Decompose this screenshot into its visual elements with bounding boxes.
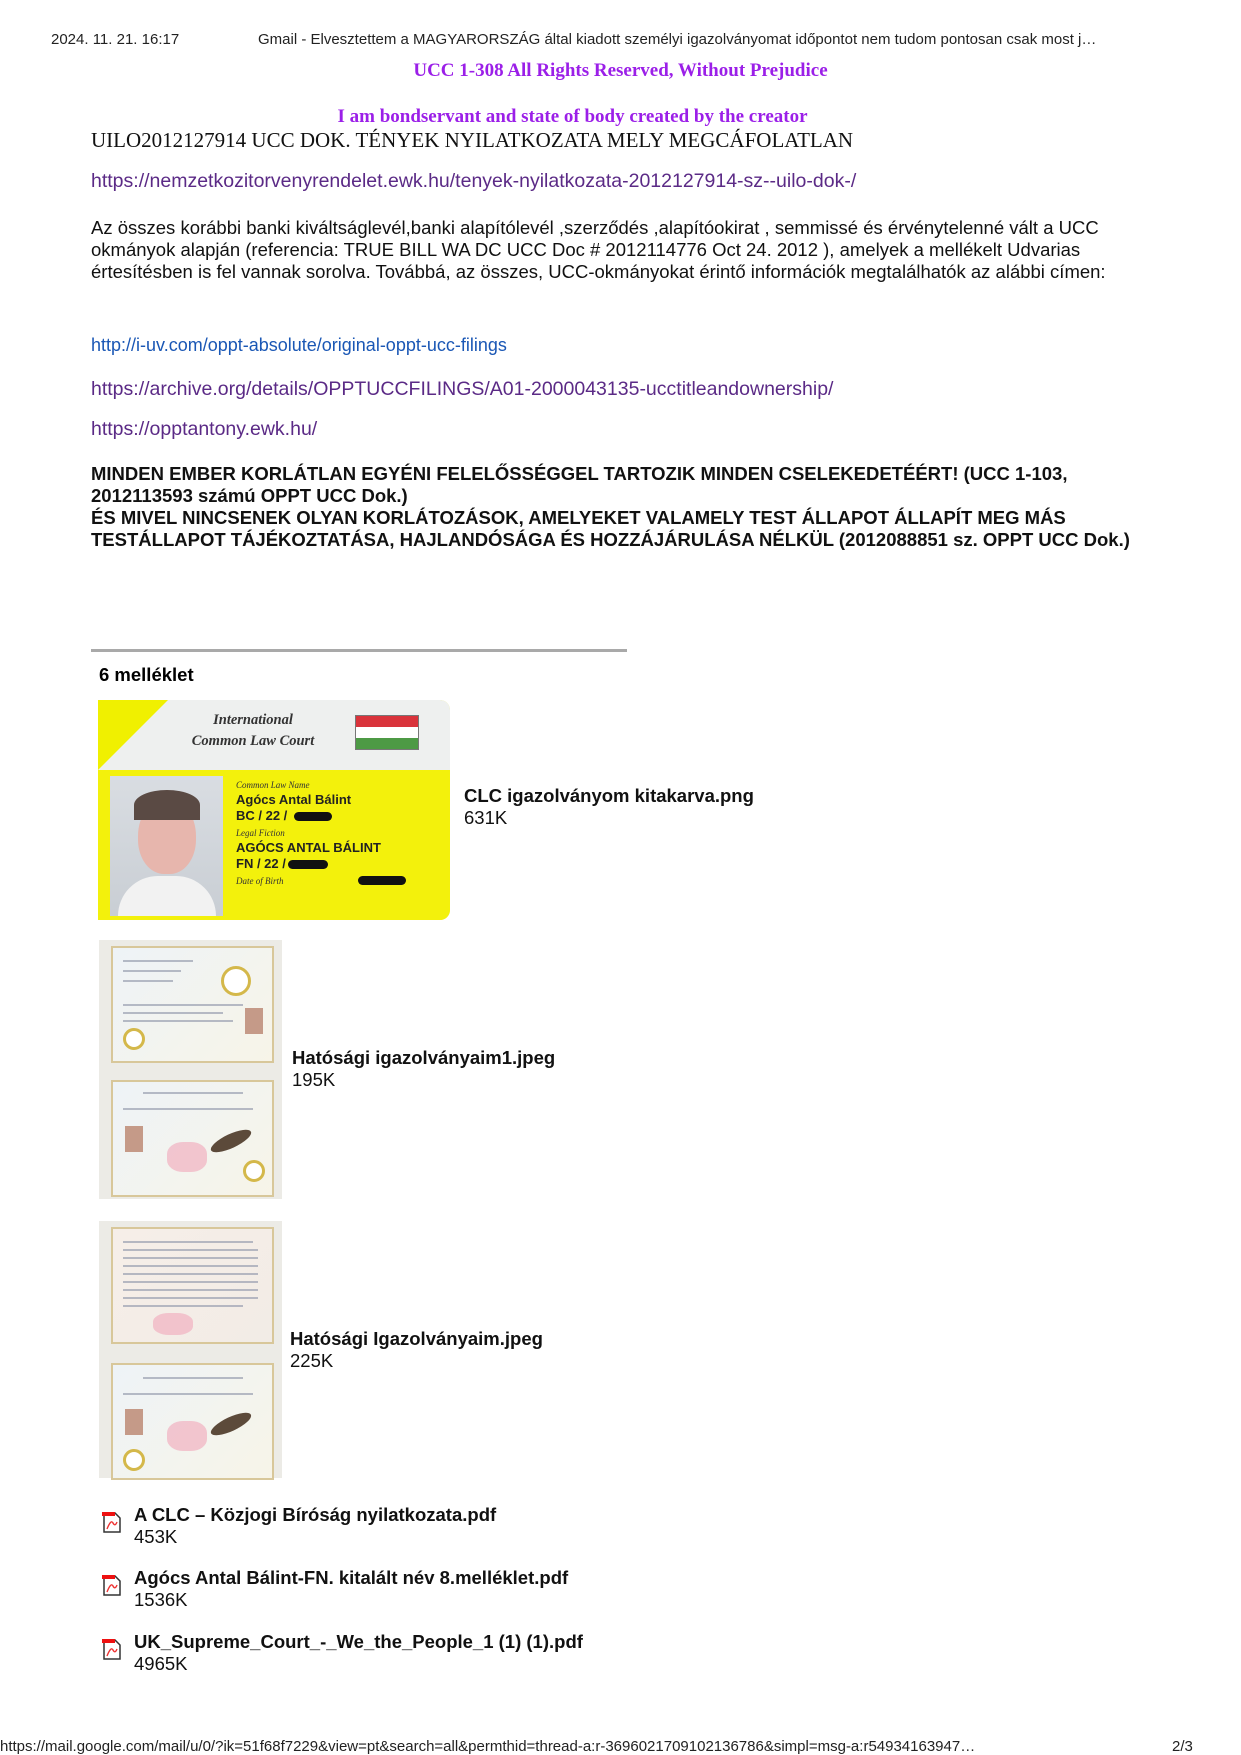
attachment-size: 631K	[464, 807, 508, 828]
attachments-count: 6 melléklet	[99, 664, 194, 685]
iuv-filings-link[interactable]: http://i-uv.com/oppt-absolute/original-oppt-ucc-filings	[91, 335, 507, 355]
redaction-mark	[294, 812, 332, 821]
bold-statement-2: ÉS MIVEL NINCSENEK OLYAN KORLÁTOZÁSOK, AMELYEKET VALAMELY TEST ÁLLAPOT ÁLLAPÍT MEG MÁS TESTÁLLAPOT TÁJÉKOZTATÁSA, HAJLANDÓSÁGA ÉS HOZZÁJÁRULÁSA NÉLKÜL (2012088851 sz. OPPT UCC Dok.)	[91, 507, 1130, 550]
card-legal-fiction-name: AGÓCS ANTAL BÁLINT	[236, 840, 381, 855]
attachment-thumbnail-clc-card[interactable]: International Common Law Court Common Law Name Agócs Antal Bálint BC / 22 / Legal Fiction AGÓCS ANTAL BÁLINT FN / 22 / Date of Birth	[98, 700, 450, 920]
hungarian-flag-icon	[355, 715, 419, 750]
attachment-name[interactable]: Hatósági igazolványaim1.jpeg	[292, 1047, 556, 1068]
print-page-number: 2/3	[1172, 1738, 1193, 1755]
pdf-file-icon	[102, 1573, 122, 1597]
reservation-heading: UCC 1-308 All Rights Reserved, Without Prejudice	[413, 60, 828, 81]
attachment-size: 225K	[290, 1350, 334, 1371]
redaction-mark	[288, 860, 328, 869]
attachment-name[interactable]: A CLC – Közjogi Bíróság nyilatkozata.pdf	[134, 1504, 497, 1525]
attachments-divider	[91, 649, 627, 652]
attachment-size: 453K	[134, 1526, 178, 1547]
document-title: UILO2012127914 UCC DOK. TÉNYEK NYILATKOZATA MELY MEGCÁFOLATLAN	[91, 128, 854, 152]
print-datetime: 2024. 11. 21. 16:17	[51, 31, 180, 48]
attachment-name[interactable]: Agócs Antal Bálint-FN. kitalált név 8.melléklet.pdf	[134, 1567, 569, 1588]
bold-statement	[91, 463, 1151, 551]
bondservant-heading: I am bondservant and state of body created by the creator	[337, 106, 808, 127]
attachment-size: 1536K	[134, 1589, 188, 1610]
attachment-name[interactable]: Hatósági Igazolványaim.jpeg	[290, 1328, 543, 1349]
redaction-mark	[358, 876, 406, 885]
body-paragraph: Az összes korábbi banki kiváltságlevél,banki alapítólevél ,szerződés ,alapítóokirat , semmissé és érvénytelenné vált a UCC okmányok alapján (referencia: TRUE BILL WA DC UCC Doc # 2012114776 Oct 24. 2012 ), amelyek a mellékelt Udvarias értesítésben is fel vannak sorolva. Továbbá, az összes, UCC-okmányokat érintő információk megtalálhatók az alábbi címen:	[91, 217, 1106, 282]
bold-statement-1: MINDEN EMBER KORLÁTLAN EGYÉNI FELELŐSSÉGGEL TARTOZIK MINDEN CSELEKEDETÉÉRT! (UCC 1-103, 2012113593 számú OPPT UCC Dok.)	[91, 463, 1068, 506]
archive-link[interactable]: https://archive.org/details/OPPTUCCFILINGS/A01-2000043135-ucctitleandownership/	[91, 378, 834, 400]
attachment-thumbnail-id-photo-2[interactable]	[99, 1221, 282, 1478]
card-portrait	[110, 776, 223, 916]
attachment-thumbnail-id-photo-1[interactable]	[99, 940, 282, 1199]
print-page-title: Gmail - Elvesztettem a MAGYARORSZÁG által kiadott személyi igazolványomat időpontot nem tudom pontosan csak most j…	[258, 31, 1097, 48]
attachment-size: 195K	[292, 1069, 336, 1090]
attachment-item[interactable]	[464, 785, 754, 829]
attachment-name[interactable]: UK_Supreme_Court_-_We_the_People_1 (1) (1).pdf	[134, 1631, 583, 1652]
attachment-name[interactable]: CLC igazolványom kitakarva.png	[464, 785, 754, 806]
pdf-file-icon	[102, 1510, 122, 1534]
card-common-law-name: Agócs Antal Bálint	[236, 792, 352, 807]
opptantony-link[interactable]: https://opptantony.ewk.hu/	[91, 418, 318, 440]
card-court-title: International Common Law Court	[191, 712, 315, 749]
attachment-item[interactable]	[292, 1047, 555, 1091]
pdf-file-icon	[102, 1637, 122, 1661]
print-footer-url: https://mail.google.com/mail/u/0/?ik=51f68f7229&view=pt&search=all&permthid=thread-a:r-3696021709102136786&simpl=msg-a:r54934163947…	[0, 1738, 976, 1755]
attachment-item[interactable]	[290, 1328, 543, 1372]
attachment-size: 4965K	[134, 1653, 188, 1674]
declaration-link[interactable]: https://nemzetkozitorvenyrendelet.ewk.hu/tenyek-nyilatkozata-2012127914-sz--uilo-dok-/	[91, 170, 857, 192]
